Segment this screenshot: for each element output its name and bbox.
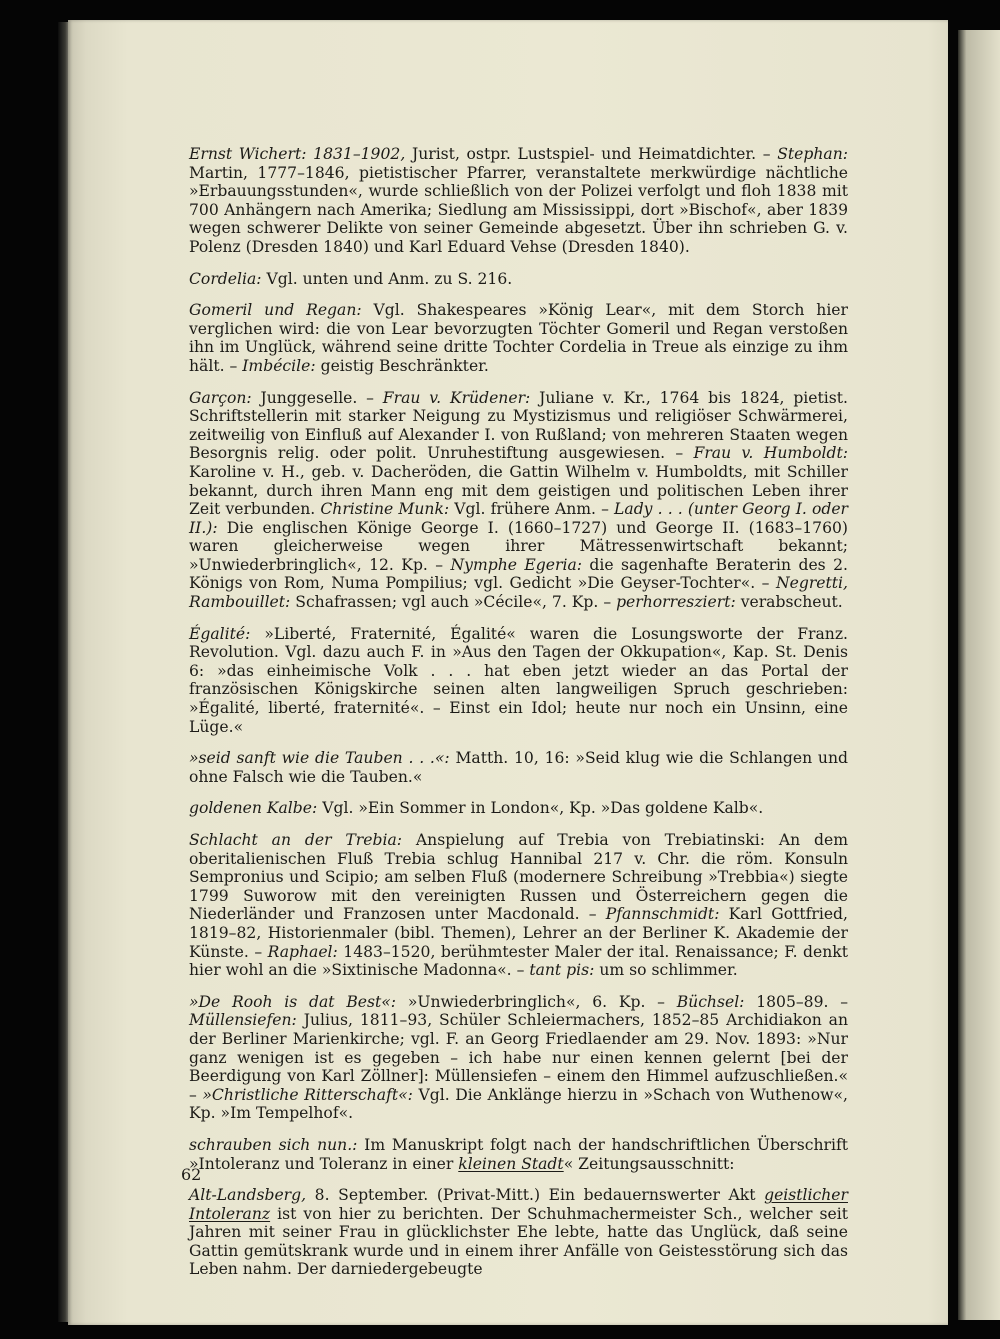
commentary-text: ist von hier zu berichten. Der Schuhmachermeister Sch., welcher seit Jahren mit seiner Frau in glücklichster Ehe lebte, hatte das Unglück, daß seine Gattin gemütskrank wurde und in einem ihrer Anfälle von Geistesstörung sich das Leben nahm. Der darniedergebeugte (189, 1204, 848, 1279)
commentary-text: die sagenhafte Beraterin des 2. Königs von Rom, Numa Pompilius; vgl. Gedicht »Die Geyser-Tochter«. – (189, 555, 848, 593)
lemma: »seid sanft wie die Tauben . . .«: (189, 749, 450, 768)
commentary-text: Julius, 1811–93, Schüler Schleiermachers, 1852–85 Archidiakon an der Berliner Marienkirche; vgl. F. an Georg Friedlaender am 29. Nov. 1893: »Nur ganz wenigen ist es gegeben – ich habe nur einen kennen gelernt [bei der Beerdigung von Karl Zöllner]: Müllensiefen – einem den Himmel aufzuschließen.« – (189, 1011, 848, 1104)
annotation-paragraph-trebia (189, 831, 848, 980)
annotation-paragraph-cordelia (189, 270, 848, 289)
annotation-paragraph-gomeril (189, 301, 848, 375)
commentary-text: verabscheut. (735, 593, 843, 612)
commentary-text: Vgl. »Ein Sommer in London«, Kp. »Das goldene Kalb«. (317, 799, 764, 818)
commentary-text: « Zeitungsausschnitt: (563, 1154, 735, 1173)
annotation-paragraph-wichert (189, 145, 848, 257)
commentary-text: 1483–1520, berühmtester Maler der ital. Renaissance; F. denkt hier wohl an die »Sixtinische Madonna«. – (189, 942, 848, 980)
lemma: Alt-Landsberg, (189, 1186, 307, 1205)
lemma: schrauben sich nun.: (189, 1135, 358, 1154)
annotation-paragraph-kalbe (189, 799, 848, 818)
lemma: Frau v. Humboldt: (693, 444, 849, 463)
lemma: Garçon: (189, 388, 252, 407)
annotation-paragraph-egalite (189, 625, 848, 737)
lemma: Lady . . . (unter Georg I. oder II.): (189, 500, 849, 537)
lemma: Pfannschmidt: (605, 905, 720, 924)
lemma: »De Rooh is dat Best«: (189, 992, 397, 1011)
commentary-text: Die englischen Könige George I. (1660–1727) und George II. (1683–1760) waren gleicherweise wegen ihrer Mätressenwirtschaft bekannt; »Unwiederbringlich«, 12. Kp. – (189, 518, 848, 574)
lemma: Cordelia: (189, 269, 262, 288)
lemma: Müllensiefen: (189, 1011, 297, 1030)
commentary-text: Karl Gottfried, 1819–82, Historienmaler (bibl. Themen), Lehrer an der Berliner K. Akademie der Künste. – (189, 905, 848, 961)
lemma: perhorresziert: (616, 593, 736, 612)
lemma: tant pis: (529, 961, 595, 980)
commentary-text: Anspielung auf Trebia von Trebiatinski: An dem oberitalienischen Fluß Trebia schlug Hannibal 217 v. Chr. die röm. Konsuln Sempronius und Scipio; am selben Fluß (modernere Schreibung »Trebbia«) siegte 1799 Suworow mit den vereinigten Russen und Österreichern gegen die Niederländer und Franzosen unter Macdonald. – (189, 831, 849, 924)
lemma: Büchsel: (676, 992, 745, 1011)
lemma: Stephan: (777, 145, 848, 163)
commentary-text: Matth. 10, 16: »Seid klug wie die Schlangen und ohne Falsch wie die Tauben.« (189, 749, 849, 786)
commentary-text: Vgl. Die Anklänge hierzu in »Schach von Wuthenow«, Kp. »Im Tempelhof«. (189, 1085, 848, 1123)
commentary-text: 1805–89. – (744, 992, 849, 1011)
lemma: Imbécile: (242, 356, 316, 375)
lemma: Gomeril und Regan: (189, 301, 362, 320)
lemma: Égalité: (189, 624, 251, 643)
lemma: Christine Munk: (320, 500, 450, 519)
commentary-text: 8. September. (Privat-Mitt.) Ein bedauernswerter Akt (306, 1186, 765, 1205)
underlined-phrase: geistlicher Intoleranz (189, 1186, 848, 1223)
lemma: Frau v. Krüdener: (382, 388, 531, 407)
page-number: 62 (181, 1165, 202, 1184)
commentary-text: Jurist, ostpr. Lustspiel- und Heimatdichter. – (405, 145, 778, 163)
lemma: Schlacht an der Trebia: (189, 831, 403, 849)
commentary-text: Martin, 1777–1846, pietistischer Pfarrer, veranstaltete merkwürdige nächtliche »Erbauungsstunden«, wurde schließlich von der Polizei verfolgt und floh 1838 mit 700 Anhängern nach Amerika; Siedlung am Mississippi, dort »Bischof«, aber 1839 wegen schwerer Delikte von seiner Gemeinde abgesetzt. Über ihn schrieben G. v. Polenz (Dresden 1840) und Karl Eduard Vehse (Dresden 1840). (189, 163, 848, 256)
annotation-paragraph-tauben (189, 749, 848, 786)
lemma: Ernst Wichert: 1831–1902, (189, 145, 406, 163)
lemma: Nymphe Egeria: (450, 555, 583, 574)
commentary-text: geistig Beschränkter. (315, 356, 489, 375)
annotation-paragraph-garcon (189, 389, 848, 612)
commentary-text: Juliane v. Kr., 1764 bis 1824, pietist. Schriftstellerin mit starker Neigung zu Mystizismus und religiöser Schwärmerei, zeitweilig von Einfluß auf Alexander I. von Rußland; von mehreren Staaten wegen Besorgnis relig. oder polit. Unruhestiftung ausgewiesen. – (189, 388, 849, 463)
commentary-text: Im Manuskript folgt nach der handschriftlichen Überschrift »Intoleranz und Toleranz in einer (189, 1135, 848, 1173)
commentary-text: Vgl. unten und Anm. zu S. 216. (261, 269, 513, 288)
commentary-text: Vgl. Shakespeares »König Lear«, mit dem Storch hier verglichen wird: die von Lear bevorzugten Töchter Gomeril und Regan verstoßen ihn im Unglück, während seine dritte Tochter Cordelia in Treue als einzige zu ihm hält. – (189, 301, 848, 375)
annotation-text (189, 145, 848, 1292)
commentary-text: um so schlimmer. (594, 961, 738, 980)
lemma: goldenen Kalbe: (189, 799, 318, 818)
annotation-paragraph-rooh (189, 993, 848, 1123)
commentary-text: »Liberté, Fraternité, Égalité« waren die Losungsworte der Franz. Revolution. Vgl. dazu auch F. in »Aus den Tagen der Okkupation«, Kap. St. Denis 6: »das einheimische Volk . . . hat eben jetzt wieder an das Portal der französischen Königskirche seinen alten langweiligen Spruch geschrieben: »Égalité, liberté, fraternité«. – Einst ein Idol; heute nur noch ein Unsinn, eine Lüge.« (189, 624, 848, 736)
lemma: »Christliche Ritterschaft«: (202, 1085, 413, 1104)
commentary-text: Karoline v. H., geb. v. Dacheröden, die Gattin Wilhelm v. Humboldts, mit Schiller bekannt, durch ihren Mann eng mit dem geistigen und politischen Leben ihrer Zeit verbunden. (189, 462, 848, 519)
commentary-text: Junggeselle. – (251, 388, 383, 407)
commentary-text: Vgl. frühere Anm. – (449, 500, 615, 519)
lemma: Negretti, Rambouillet: (189, 574, 848, 612)
lemma: Raphael: (267, 942, 338, 961)
annotation-paragraph-landsberg (189, 1186, 848, 1279)
facing-page-edge (958, 30, 1000, 1320)
commentary-text: »Unwiederbringlich«, 6. Kp. – (396, 992, 677, 1011)
annotation-paragraph-schrauben (189, 1136, 848, 1173)
commentary-text: Schafrassen; vgl auch »Cécile«, 7. Kp. – (290, 593, 617, 612)
underlined-phrase: kleinen Stadt (458, 1154, 564, 1173)
